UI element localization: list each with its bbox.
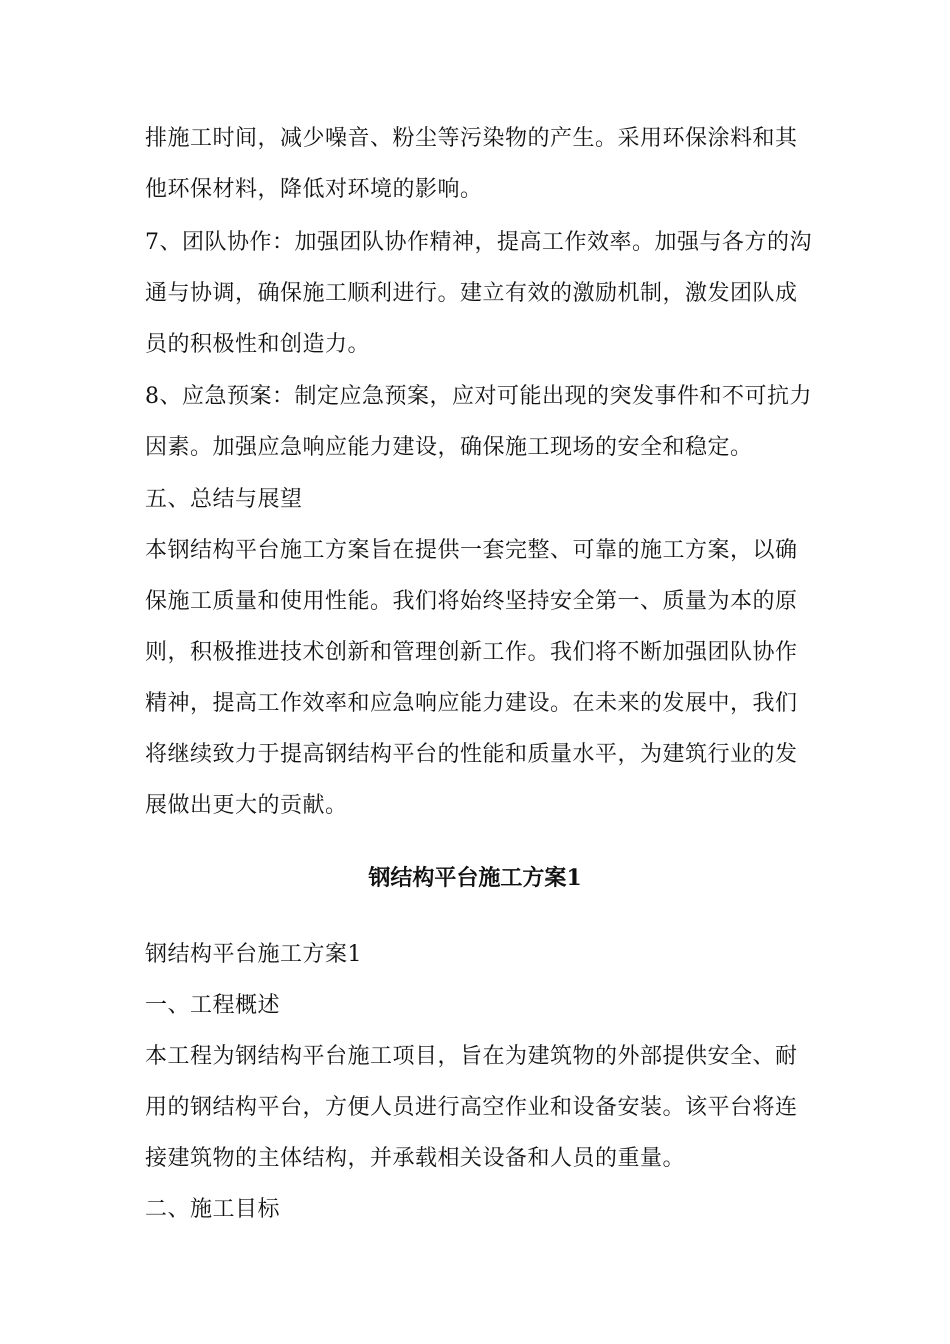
list-item-8: 8、应急预案：制定应急预案，应对可能出现的突发事件和不可抗力 xyxy=(145,384,812,409)
paragraph-line: 将继续致力于提高钢结构平台的性能和质量水平，为建筑行业的发 xyxy=(145,742,798,767)
paragraph-line: 保施工质量和使用性能。我们将始终坚持安全第一、质量为本的原 xyxy=(145,589,798,614)
paragraph-line: 排施工时间，减少噪音、粉尘等污染物的产生。采用环保涂料和其 xyxy=(145,126,798,151)
paragraph-line: 本工程为钢结构平台施工项目，旨在为建筑物的外部提供安全、耐 xyxy=(145,1044,798,1069)
paragraph-line: 则，积极推进技术创新和管理创新工作。我们将不断加强团队协作 xyxy=(145,640,798,665)
paragraph-line: 通与协调，确保施工顺利进行。建立有效的激励机制，激发团队成 xyxy=(145,281,798,306)
paragraph-line: 他环保材料，降低对环境的影响。 xyxy=(145,177,483,202)
paragraph-line: 接建筑物的主体结构，并承载相关设备和人员的重量。 xyxy=(145,1146,686,1171)
paragraph-line: 员的积极性和创造力。 xyxy=(145,332,371,357)
section-heading-5: 五、总结与展望 xyxy=(145,487,303,512)
paragraph-line: 精神，提高工作效率和应急响应能力建设。在未来的发展中，我们 xyxy=(145,691,798,716)
paragraph-line: 本钢结构平台施工方案旨在提供一套完整、可靠的施工方案，以确 xyxy=(145,538,798,563)
paragraph-line: 用的钢结构平台，方便人员进行高空作业和设备安装。该平台将连 xyxy=(145,1095,798,1120)
section-heading-1: 一、工程概述 xyxy=(145,993,281,1018)
document-page xyxy=(145,118,812,1223)
document-subtitle: 钢结构平台施工方案1 xyxy=(145,942,362,967)
document-title: 钢结构平台施工方案1 xyxy=(368,865,582,891)
section-heading-2: 二、施工目标 xyxy=(145,1197,281,1222)
paragraph-line: 展做出更大的贡献。 xyxy=(145,793,348,818)
paragraph-line: 因素。加强应急响应能力建设，确保施工现场的安全和稳定。 xyxy=(145,435,753,460)
list-item-7: 7、团队协作：加强团队协作精神，提高工作效率。加强与各方的沟 xyxy=(145,230,812,255)
